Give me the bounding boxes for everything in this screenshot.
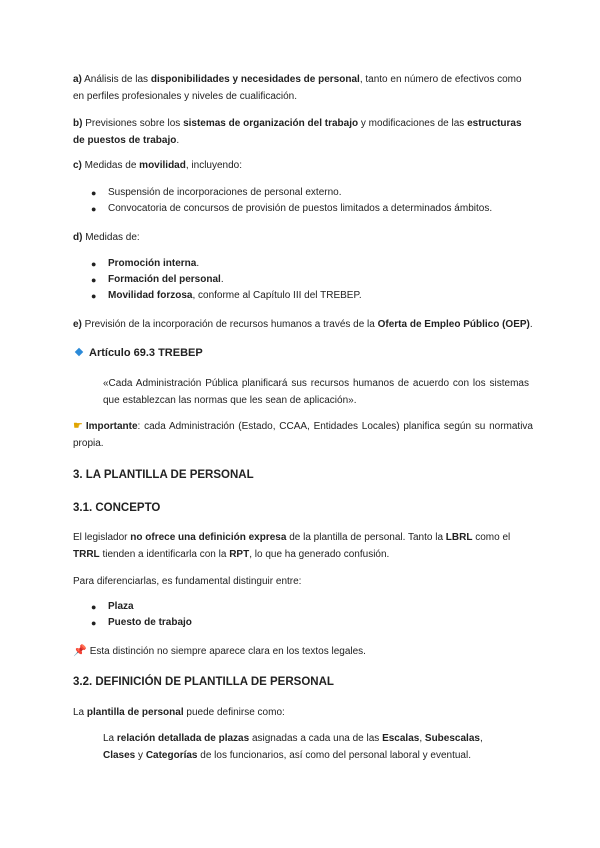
item-letter: a) xyxy=(73,74,82,85)
pointing-hand-icon: ☛ xyxy=(73,420,83,432)
item-letter: d) xyxy=(73,232,83,243)
definition-intro: La plantilla de personal puede definirse como: xyxy=(73,707,285,718)
paragraph-e: e) Previsión de la incorporación de recursos humanos a través de la Oferta de Empleo Público (OEP). xyxy=(73,319,533,330)
bullet-icon: ● xyxy=(91,291,97,301)
list-item: ● Puesto de trabajo xyxy=(91,615,192,631)
important-note: ☛ Importante: cada Administración (Estado, CCAA, Entidades Locales) planifica según su normativa propia. xyxy=(73,420,533,449)
list-item: ● Suspensión de incorporaciones de personal externo. xyxy=(91,185,492,201)
section-3-title: 3. LA PLANTILLA DE PERSONAL xyxy=(73,469,254,481)
bullet-icon: ● xyxy=(91,259,97,269)
list-concept xyxy=(91,599,192,631)
definition-quote: La relación detallada de plazas asignadas a cada una de las Escalas, Subescalas, Clases y Categorías de los funcionarios, así como del personal laboral y eventual. xyxy=(103,733,483,761)
item-letter: e) xyxy=(73,319,82,330)
item-letter: c) xyxy=(73,160,82,171)
list-d xyxy=(91,256,362,304)
item-letter: b) xyxy=(73,118,83,129)
section-3-2-title: 3.2. DEFINICIÓN DE PLANTILLA DE PERSONAL xyxy=(73,676,334,688)
list-c xyxy=(91,185,492,217)
bullet-icon: ● xyxy=(91,275,97,285)
article-quote: «Cada Administración Pública planificará sus recursos humanos de acuerdo con los sistemas que establezcan las normas que les sean de aplicación». xyxy=(103,378,529,406)
paragraph-d: d) Medidas de: xyxy=(73,232,140,243)
bullet-icon: ● xyxy=(91,188,97,198)
paragraph-c: c) Medidas de movilidad, incluyendo: xyxy=(73,160,243,171)
list-item: ● Movilidad forzosa, conforme al Capítulo III del TREBEP. xyxy=(91,288,362,304)
section-3-1-title: 3.1. CONCEPTO xyxy=(73,502,161,514)
pin-note: 📌 Esta distinción no siempre aparece clara en los textos legales. xyxy=(73,643,533,660)
list-item: ● Plaza xyxy=(91,599,192,615)
distinguish-text: Para diferenciarlas, es fundamental distinguir entre: xyxy=(73,576,302,587)
concept-paragraph: El legislador no ofrece una definición expresa de la plantilla de personal. Tanto la LBRL como el TRRL tienden a identificarla con la RPT, lo que ha generado confusión. xyxy=(73,532,511,560)
list-item: ● Promoción interna. xyxy=(91,256,362,272)
bullet-icon: ● xyxy=(91,618,97,628)
paragraph-b: b) Previsiones sobre los sistemas de organización del trabajo y modificaciones de las estructuras de puestos de trabajo. xyxy=(73,118,522,146)
article-heading: Artículo 69.3 TREBEP xyxy=(76,347,203,359)
diamond-icon xyxy=(75,348,83,356)
pushpin-icon: 📌 xyxy=(73,645,87,657)
list-item: ● Formación del personal. xyxy=(91,272,362,288)
bullet-icon: ● xyxy=(91,602,97,612)
list-item: ● Convocatoria de concursos de provisión de puestos limitados a determinados ámbitos. xyxy=(91,201,492,217)
bullet-icon: ● xyxy=(91,204,97,214)
paragraph-a: a) Análisis de las disponibilidades y necesidades de personal, tanto en número de efectivos como en perfiles profesionales y niveles de cualificación. xyxy=(73,74,522,102)
